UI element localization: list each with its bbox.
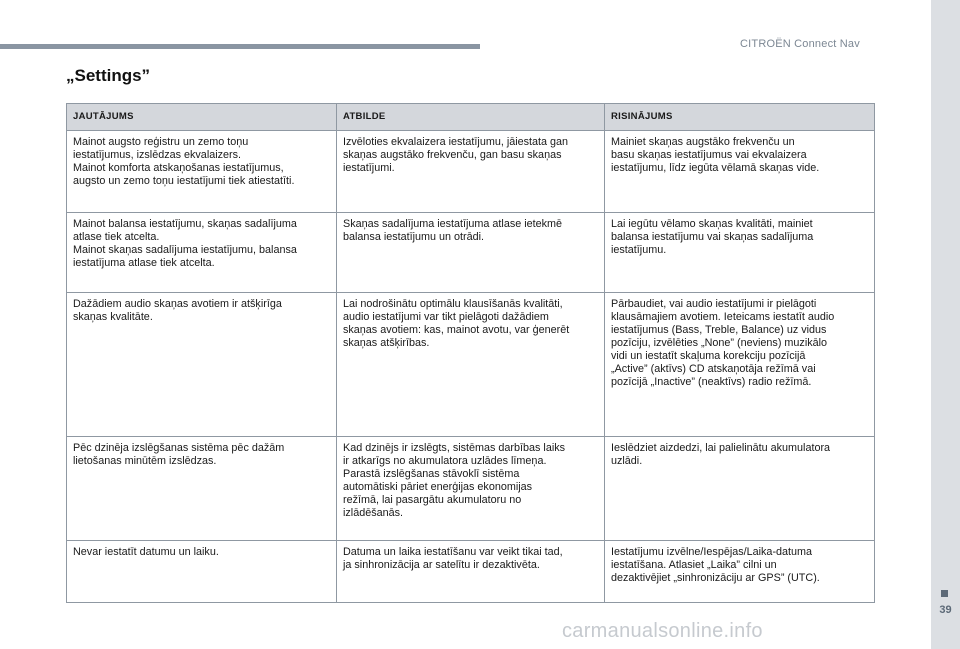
- solution-text: Mainiet skaņas augstāko frekvenču un basu skaņas iestatījumus vai ekvalaizera iestatījumu, līdz iegūta vēlamā skaņas vide.: [611, 136, 820, 174]
- solution-cell: [605, 293, 875, 437]
- solution-cell: [605, 213, 875, 293]
- question-cell: [67, 131, 337, 213]
- solution-cell: [605, 131, 875, 213]
- solution-cell: [605, 437, 875, 541]
- answer-text: Lai nodrošinātu optimālu klausīšanās kvalitāti, audio iestatījumi var tikt pielāgoti dažādiem skaņas avotiem: kas, mainot avotu, var ģenerēt skaņas atšķirības.: [343, 298, 570, 349]
- solution-text: Ieslēdziet aizdedzi, lai palielinātu akumulatora uzlādi.: [611, 442, 831, 467]
- answer-cell: [337, 541, 605, 603]
- question-cell: [67, 541, 337, 603]
- answer-cell: [337, 131, 605, 213]
- header-accent-bar: [0, 44, 480, 49]
- table-row: [67, 293, 875, 437]
- table-header-row: [67, 104, 875, 131]
- solution-text: Iestatījumu izvēlne/Iespējas/Laika-datuma iestatīšana. Atlasiet „Laika” cilni un dezaktivējiet „sinhronizāciju ar GPS” (UTC).: [611, 546, 820, 584]
- page-side-strip: [931, 0, 960, 649]
- column-header-question: JAUTĀJUMS: [67, 104, 337, 131]
- page-marker: [941, 590, 948, 597]
- column-header-solution: RISINĀJUMS: [605, 104, 875, 131]
- question-cell: [67, 213, 337, 293]
- answer-cell: [337, 293, 605, 437]
- page-number: 39: [939, 604, 952, 616]
- solution-text: Pārbaudiet, vai audio iestatījumi ir pielāgoti klausāmajiem avotiem. Ieteicams iestatīt audio iestatījumus (Bass, Treble, Balance) uz vidus pozīciju, izvēlēties „None” (neviens) muzikālo vidi un iestatīt skaļuma korekciju pozīcijā „Active” (aktīvs) CD atskaņotāja režīmā vai pozīcijā „Inactive” (neaktīvs) radio režīmā.: [611, 298, 835, 388]
- table-row: [67, 131, 875, 213]
- answer-cell: [337, 437, 605, 541]
- table-row: [67, 437, 875, 541]
- answer-cell: [337, 213, 605, 293]
- question-cell: [67, 437, 337, 541]
- question-cell: [67, 293, 337, 437]
- solution-cell: [605, 541, 875, 603]
- column-header-answer: ATBILDE: [337, 104, 605, 131]
- page-title: „Settings”: [66, 66, 151, 85]
- brand-label: CITROËN Connect Nav: [740, 38, 860, 50]
- answer-text: Izvēloties ekvalaizera iestatījumu, jāiestata gan skaņas augstāko frekvenču, gan basu skaņas iestatījumi.: [343, 136, 569, 174]
- watermark-text: carmanualsonline.info: [562, 620, 763, 642]
- question-text: Dažādiem audio skaņas avotiem ir atšķirīga skaņas kvalitāte.: [73, 298, 282, 323]
- answer-text: Datuma un laika iestatīšanu var veikt tikai tad, ja sinhronizācija ar satelītu ir dezaktivēta.: [343, 546, 563, 571]
- question-text: Mainot augsto reģistru un zemo toņu iestatījumus, izslēdzas ekvalaizers. Mainot komforta atskaņošanas iestatījumus, augsto un zemo toņu iestatījumi tiek atiestatīti.: [73, 136, 295, 187]
- question-text: Pēc dzinēja izslēgšanas sistēma pēc dažām lietošanas minūtēm izslēdzas.: [73, 442, 285, 467]
- answer-text: Kad dzinējs ir izslēgts, sistēmas darbības laiks ir atkarīgs no akumulatora uzlādes līmeņa. Parastā izslēgšanas stāvoklī sistēma automātiski pāriet enerģijas ekonomijas režīmā, lai pasargātu akumulatoru no izlādēšanās.: [343, 442, 566, 519]
- faq-table: [66, 103, 875, 603]
- question-text: Mainot balansa iestatījumu, skaņas sadalījuma atlase tiek atcelta. Mainot skaņas sadalījuma iestatījumu, balansa iestatījuma atlase tiek atcelta.: [73, 218, 297, 269]
- table-row: [67, 213, 875, 293]
- answer-text: Skaņas sadalījuma iestatījuma atlase ietekmē balansa iestatījumu un otrādi.: [343, 218, 563, 243]
- question-text: Nevar iestatīt datumu un laiku.: [73, 546, 219, 558]
- solution-text: Lai iegūtu vēlamo skaņas kvalitāti, mainiet balansa iestatījumu vai skaņas sadalījuma iestatījumu.: [611, 218, 814, 256]
- table-row: [67, 541, 875, 603]
